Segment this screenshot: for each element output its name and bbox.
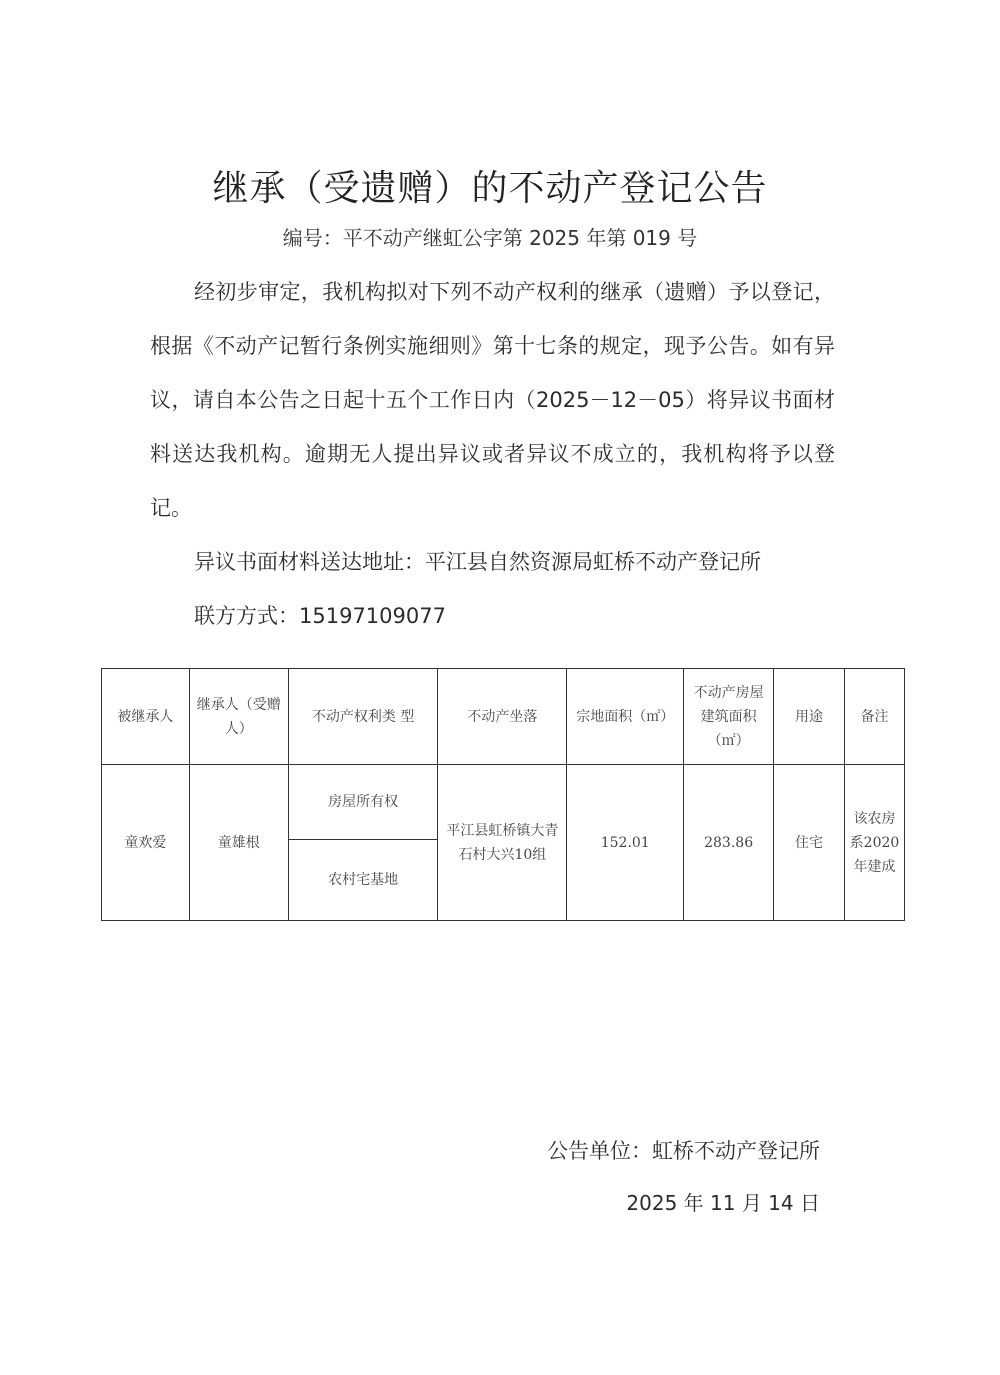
header-right-type: 不动产权利类 型 (288, 669, 438, 765)
header-location: 不动产坐落 (438, 669, 567, 765)
cell-usage: 住宅 (774, 765, 845, 921)
cell-location: 平江县虹桥镇大青石村大兴10组 (438, 765, 567, 921)
cell-building-area: 283.86 (684, 765, 774, 921)
issue-date: 2025 年 11 月 14 日 (626, 1191, 820, 1215)
issuing-unit: 公告单位：虹桥不动产登记所 (547, 1139, 820, 1163)
cell-land-area: 152.01 (567, 765, 684, 921)
cell-decedent: 童欢爱 (102, 765, 190, 921)
contact-line: 联方方式：15197109077 (194, 604, 446, 628)
notice-title: 继承（受遗赠）的不动产登记公告 (212, 168, 768, 209)
header-remarks: 备注 (844, 669, 904, 765)
header-decedent: 被继承人 (102, 669, 190, 765)
document-number: 编号：平不动产继虹公字第 2025 年第 019 号 (282, 226, 698, 250)
main-paragraph: 经初步审定，我机构拟对下列不动产权利的继承（遗赠）予以登记，根据《不动产记暂行条例实施细则》第十七条的规定，现予公告。如有异议，请自本公告之日起十五个工作日内（2025－12－05）将异议书面材料送达我机构。逾期无人提出异议或者异议不成立的，我机构将予以登记。 (150, 280, 835, 520)
address-line: 异议书面材料送达地址：平江县自然资源局虹桥不动产登记所 (194, 550, 761, 574)
cell-right-type-1: 房屋所有权 (288, 765, 438, 840)
notice-body (150, 265, 835, 643)
cell-right-type-2: 农村宅基地 (288, 840, 438, 921)
header-heir: 继承人（受赠人） (189, 669, 288, 765)
table-header-row (102, 669, 905, 765)
header-building-area: 不动产房屋建筑面积（㎡） (684, 669, 774, 765)
table-row (102, 765, 905, 840)
header-land-area: 宗地面积（㎡） (567, 669, 684, 765)
cell-remarks: 该农房系2020年建成 (844, 765, 904, 921)
registration-table (101, 668, 905, 921)
header-usage: 用途 (774, 669, 845, 765)
cell-heir: 童雄根 (189, 765, 288, 921)
